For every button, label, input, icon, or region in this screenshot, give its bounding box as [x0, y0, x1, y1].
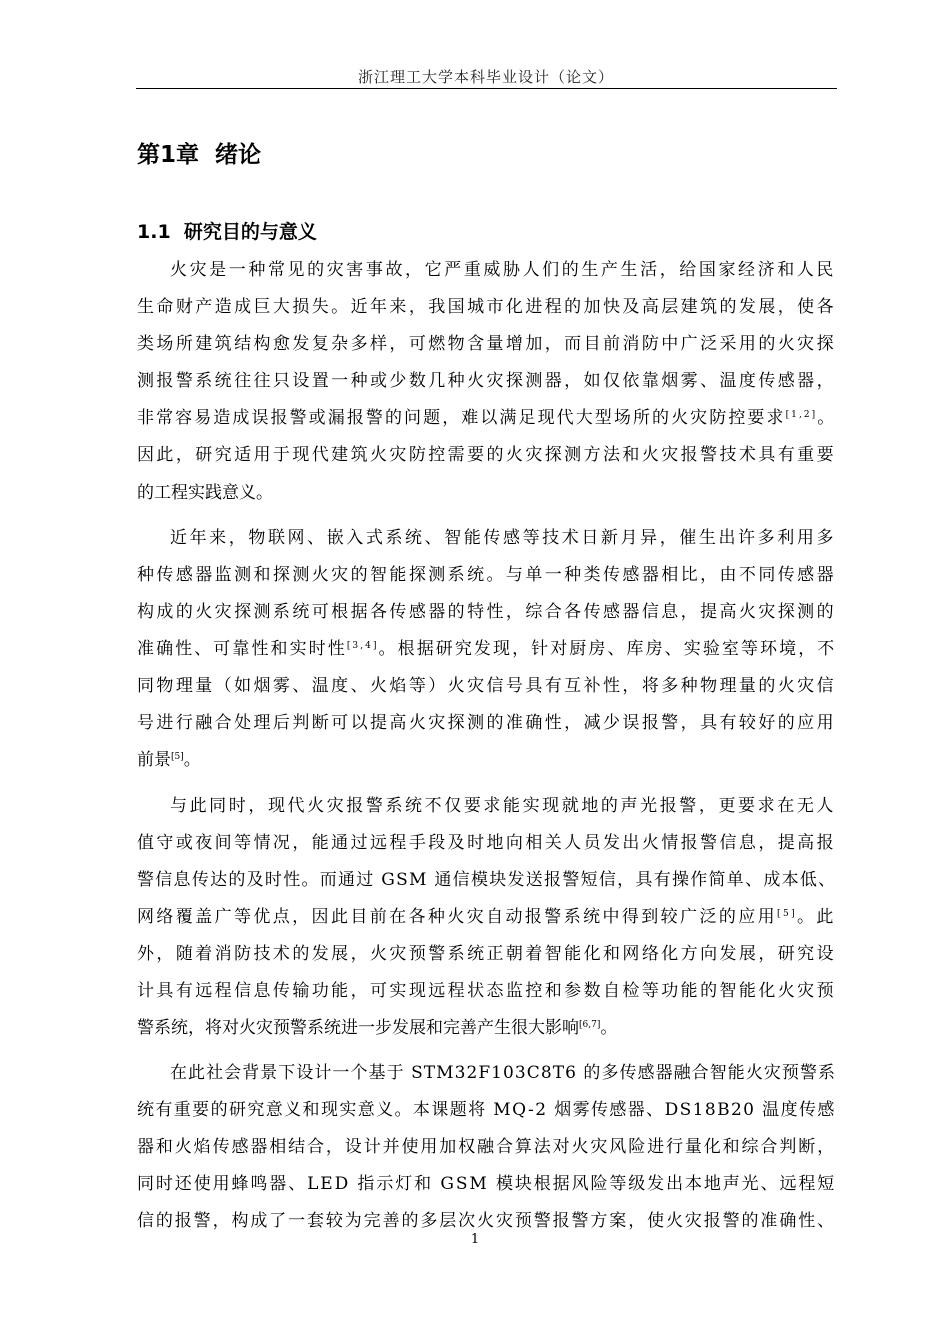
line-text: 前景 — [137, 750, 171, 770]
line-text-after: 。 — [817, 408, 837, 428]
line-text: 统有重要的研究意义和现实意义。本课题将 MQ-2 烟雾传感器、DS18B20 温度传感 — [137, 1100, 836, 1120]
citation-ref: [1,2] — [785, 410, 818, 420]
paragraph-line — [137, 831, 836, 855]
paragraph-line — [137, 295, 836, 319]
line-text: 火灾是一种常见的灾害事故，它严重威胁人们的生产生活，给国家经济和人民 — [170, 260, 836, 280]
paragraph-line — [137, 1098, 836, 1122]
paragraph-line — [137, 406, 836, 430]
line-text: 类场所建筑结构愈发复杂多样，可燃物含量增加，而目前消防中广泛采用的火灾探 — [137, 334, 837, 354]
line-text: 器和火焰传感器相结合，设计并使用加权融合算法对火灾风险进行量化和综合判断， — [137, 1137, 837, 1157]
section-title: 1.1 研究目的与意义 — [137, 221, 317, 243]
paragraph-line — [137, 674, 836, 698]
line-text: 同物理量（如烟雾、温度、火焰等）火灾信号具有互补性，将多种物理量的火灾信 — [137, 676, 837, 696]
line-text: 种传感器监测和探测火灾的智能探测系统。与单一种类传感器相比，由不同传感器 — [137, 565, 837, 585]
paragraph-line — [137, 711, 836, 735]
line-text: 测报警系统往往只设置一种或少数几种火灾探测器，如仅依靠烟雾、温度传感器， — [137, 371, 837, 391]
line-text: 近年来，物联网、嵌入式系统、智能传感等技术日新月异，催生出许多利用多 — [170, 528, 836, 548]
paragraph-line — [137, 1209, 836, 1233]
chapter-title: 第1章 绪论 — [137, 142, 262, 168]
line-text: 计具有远程信息传输功能，可实现远程状态监控和参数自检等功能的智能化火灾预 — [137, 981, 837, 1001]
line-text: 在此社会背景下设计一个基于 STM32F103C8T6 的多传感器融合智能火灾预警系 — [170, 1063, 837, 1083]
paragraph-line — [137, 1172, 836, 1196]
line-text-after: 。 — [600, 1018, 618, 1038]
page-number: 1 — [470, 1232, 480, 1247]
line-text: 值守或夜间等情况，能通过远程手段及时地向相关人员发出火情报警信息，提高报 — [137, 833, 837, 853]
paragraph-line — [137, 600, 836, 624]
citation-ref: [3,4] — [346, 641, 379, 651]
paragraph-line — [137, 637, 836, 661]
paragraph-line — [137, 443, 836, 467]
paragraph-line — [170, 794, 836, 818]
citation-ref: [5] — [777, 909, 797, 919]
paragraph-line — [137, 905, 836, 929]
line-text: 与此同时，现代火灾报警系统不仅要求能实现就地的声光报警，更要求在无人 — [170, 796, 836, 816]
line-text-after: 。 — [183, 750, 201, 770]
line-text: 信的报警，构成了一套较为完善的多层次火灾预警报警方案，使火灾报警的准确性、 — [137, 1211, 837, 1231]
line-text-after: 。此 — [796, 907, 836, 927]
line-text: 警系统，将对火灾预警系统进一步发展和完善产生很大影响 — [137, 1018, 579, 1038]
citation-ref: [6,7] — [579, 1020, 601, 1030]
line-text: 同时还使用蜂鸣器、LED 指示灯和 GSM 模块根据风险等级发出本地声光、远程短 — [137, 1174, 837, 1194]
paragraph-line — [137, 369, 836, 393]
paragraph-line — [170, 1061, 836, 1085]
page-header: 浙江理工大学本科毕业设计（论文） — [357, 68, 614, 86]
line-text-after: 。根据研究发现，针对厨房、库房、实验室等环境，不 — [378, 639, 837, 659]
paragraph-line — [137, 868, 836, 892]
paragraph-line — [137, 748, 201, 772]
line-text: 网络覆盖广等优点，因此目前在各种火灾自动报警系统中得到较广泛的应用 — [137, 907, 778, 927]
paragraph-line — [137, 1016, 617, 1040]
line-text: 非常容易造成误报警或漏报警的问题，难以满足现代大型场所的火灾防控要求 — [137, 408, 786, 428]
paragraph-line — [137, 332, 836, 356]
line-text: 的工程实践意义。 — [137, 483, 273, 503]
line-text: 准确性、可靠性和实时性 — [137, 639, 347, 659]
paragraph-line — [137, 481, 273, 505]
paragraph-line — [137, 563, 836, 587]
line-text: 构成的火灾探测系统可根据各传感器的特性，综合各传感器信息，提高火灾探测的 — [137, 602, 837, 622]
paragraph-line — [137, 979, 836, 1003]
paragraph-line — [170, 526, 836, 550]
header-rule — [136, 88, 837, 89]
paragraph-line — [170, 258, 836, 282]
paragraph-line — [137, 1135, 836, 1159]
line-text: 生命财产造成巨大损失。近年来，我国城市化进程的加快及高层建筑的发展，使各 — [137, 297, 837, 317]
paragraph-line — [137, 942, 836, 966]
line-text: 警信息传达的及时性。而通过 GSM 通信模块发送报警短信，具有操作简单、成本低、 — [137, 870, 837, 890]
citation-ref: [5] — [171, 752, 184, 762]
line-text: 外，随着消防技术的发展，火灾预警系统正朝着智能化和网络化方向发展，研究设 — [137, 944, 837, 964]
line-text: 因此，研究适用于现代建筑火灾防控需要的火灾探测方法和火灾报警技术具有重要 — [137, 445, 837, 465]
line-text: 号进行融合处理后判断可以提高火灾探测的准确性，减少误报警，具有较好的应用 — [137, 713, 837, 733]
